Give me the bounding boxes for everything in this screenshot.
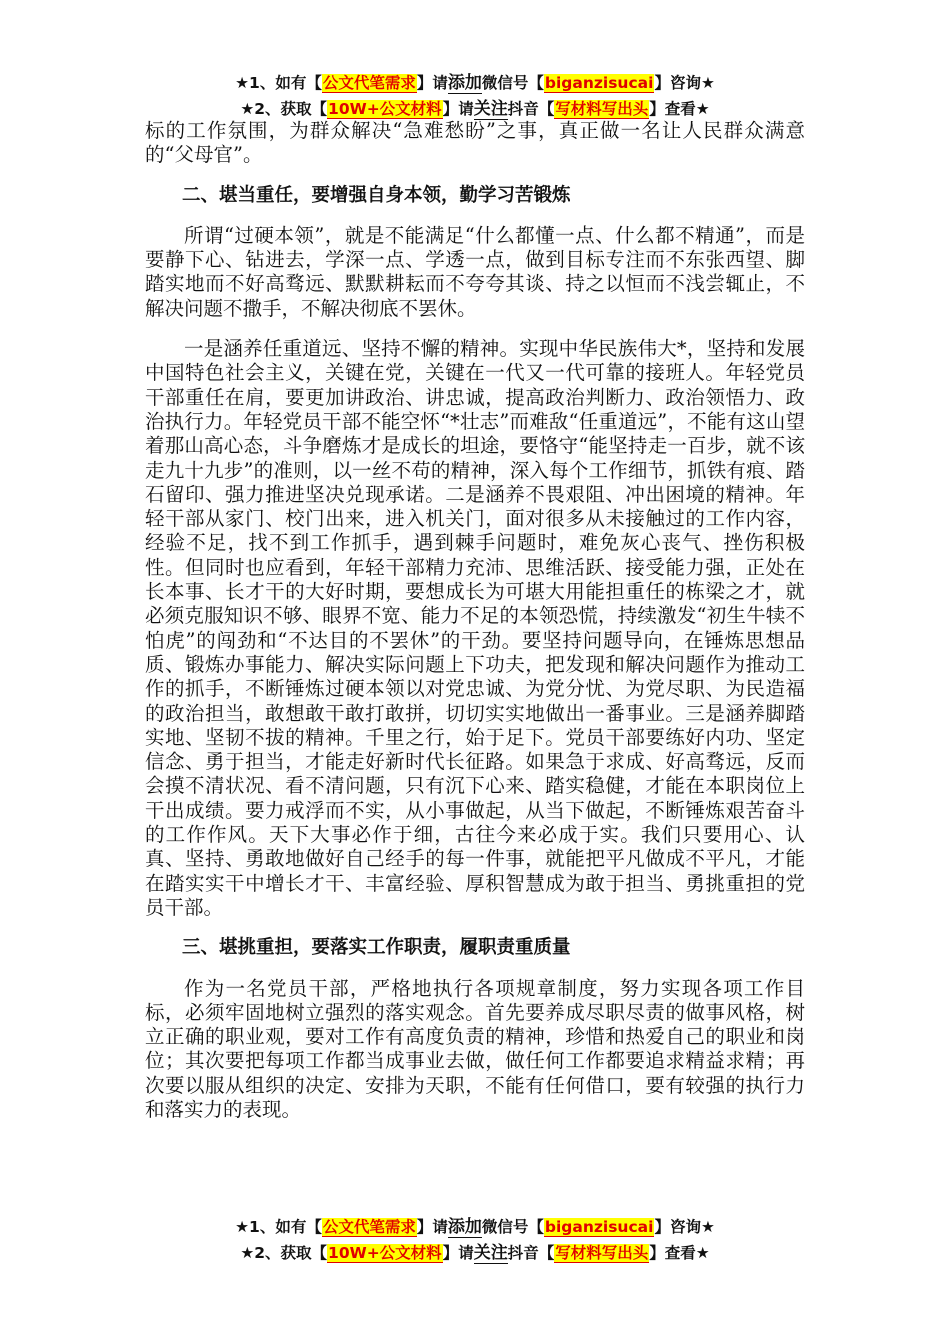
section-heading-3: 三、堪挑重担，要落实工作职责，履职责重质量	[182, 937, 571, 959]
banner-line-1	[0, 70, 950, 96]
highlight-wechat-id: biganzisucai	[544, 1218, 654, 1236]
highlight-douyin-account: 写材料写出头	[555, 1244, 649, 1262]
bottom-banner	[0, 1214, 950, 1266]
document-body	[145, 119, 805, 1138]
banner-text: 】请	[442, 1244, 474, 1262]
section-heading-2: 二、堪当重任，要增强自身本领，勤学习苦锻炼	[182, 184, 571, 206]
continued-paragraph: 标的工作氛围，为群众解决“急难愁盼”之事，真正做一名让人民群众满意的“父母官”。	[145, 119, 805, 167]
banner-text: 抖音【	[507, 1244, 555, 1262]
banner-text: 】咨询★	[654, 1218, 715, 1236]
underlined-add: 添加	[447, 73, 482, 93]
banner-text: ★1、如有【	[235, 74, 322, 92]
banner-text: 】请	[442, 100, 474, 118]
banner-text: ★2、获取【	[240, 100, 328, 118]
banner-text: 】查看★	[649, 1244, 710, 1262]
top-banner	[0, 70, 950, 122]
underlined-follow: 关注	[473, 1243, 508, 1263]
highlight-wechat-id: biganzisucai	[544, 74, 654, 92]
banner-text: ★2、获取【	[240, 1244, 328, 1262]
paragraph-1: 所谓“过硬本领”，就是不能满足“什么都懂一点、什么都不精通”，而是要静下心、钻进去，学深一点、学透一点，做到目标专注而不东张西望、脚踏实地而不好高骛远、默默耕耘而不夸夸其谈、持之以恒而不浅尝辄止，不解决问题不撒手，不解决彻底不罢休。	[145, 223, 805, 320]
banner-text: 微信号【	[481, 1218, 544, 1236]
banner-text: 微信号【	[481, 74, 544, 92]
banner-text: 】查看★	[649, 100, 710, 118]
banner-text: ★1、如有【	[235, 1218, 322, 1236]
underlined-add: 添加	[447, 1217, 482, 1237]
highlight-ghostwriting: 公文代笔需求	[322, 1218, 416, 1236]
highlight-materials: 10W+公文材料	[328, 1244, 442, 1262]
paragraph-2: 一是涵养任重道远、坚持不懈的精神。实现中华民族伟大*，坚持和发展中国特色社会主义，关键在党，关键在一代又一代可靠的接班人。年轻党员干部重任在肩，要更加讲政治、讲忠诚，提高政治判断力、政治领悟力、政治执行力。年轻党员干部不能空怀“*壮志”而难敌“任重道远”，不能有这山望着那山高心态，斗争磨炼才是成长的坦途，要恪守“能坚持走一百步，就不该走九十九步”的准则，以一丝不苟的精神，深入每个工作细节，抓铁有痕、踏石留印、强力推进坚决兑现承诺。二是涵养不畏艰阻、冲出困境的精神。年轻干部从家门、校门出来，进入机关门，面对很多从未接触过的工作内容，经验不足，找不到工作抓手，遇到棘手问题时，难免灰心丧气、挫伤积极性。但同时也应看到，年轻干部精力充沛、思维活跃、接受能力强，正处在长本事、长才干的大好时期，要想成长为可堪大用能担重任的栋梁之才，就必须克服知识不够、眼界不宽、能力不足的本领恐慌，持续激发“初生牛犊不怕虎”的闯劲和“不达目的不罢休”的干劲。要坚持问题导向，在锤炼思想品质、锻炼办事能力、解决实际问题上下功夫，把发现和解决问题作为推动工作的抓手，不断锤炼过硬本领以对党忠诚、为党分忧、为党尽职、为民造福的政治担当，敢想敢干敢打敢拼，切切实实地做出一番事业。三是涵养脚踏实地、坚韧不拔的精神。千里之行，始于足下。党员干部要练好内功、坚定信念、勇于担当，才能走好新时代长征路。如果急于求成、好高骛远，反而会摸不清状况、看不清问题，只有沉下心来、踏实稳健，才能在本职岗位上干出成绩。要力戒浮而不实，从小事做起，从当下做起，不断锤炼艰苦奋斗的工作作风。天下大事必作于细，古往今来必成于实。我们只要用心、认真、坚持、勇敢地做好自己经手的每一件事，就能把平凡做成不平凡，才能在踏实实干中增长才干、丰富经验、厚积智慧成为敢于担当、勇挑重担的党员干部。	[145, 337, 805, 919]
banner-text: 抖音【	[507, 100, 555, 118]
banner-text: 】请	[416, 1218, 448, 1236]
paragraph-3: 作为一名党员干部，严格地执行各项规章制度，努力实现各项工作目标，必须牢固地树立强烈的落实观念。首先要养成尽职尽责的做事风格，树立正确的职业观，要对工作有高度负责的精神，珍惜和热爱自己的职业和岗位；其次要把每项工作都当成事业去做，做任何工作都要追求精益求精；再次要以服从组织的决定、安排为天职，不能有任何借口，要有较强的执行力和落实力的表现。	[145, 976, 805, 1121]
underlined-follow: 关注	[473, 99, 508, 119]
highlight-ghostwriting: 公文代笔需求	[322, 74, 416, 92]
banner-line-1	[0, 1214, 950, 1240]
highlight-douyin-account: 写材料写出头	[555, 100, 649, 118]
banner-text: 】请	[416, 74, 448, 92]
banner-text: 】咨询★	[654, 74, 715, 92]
banner-line-2	[0, 1240, 950, 1266]
highlight-materials: 10W+公文材料	[328, 100, 442, 118]
